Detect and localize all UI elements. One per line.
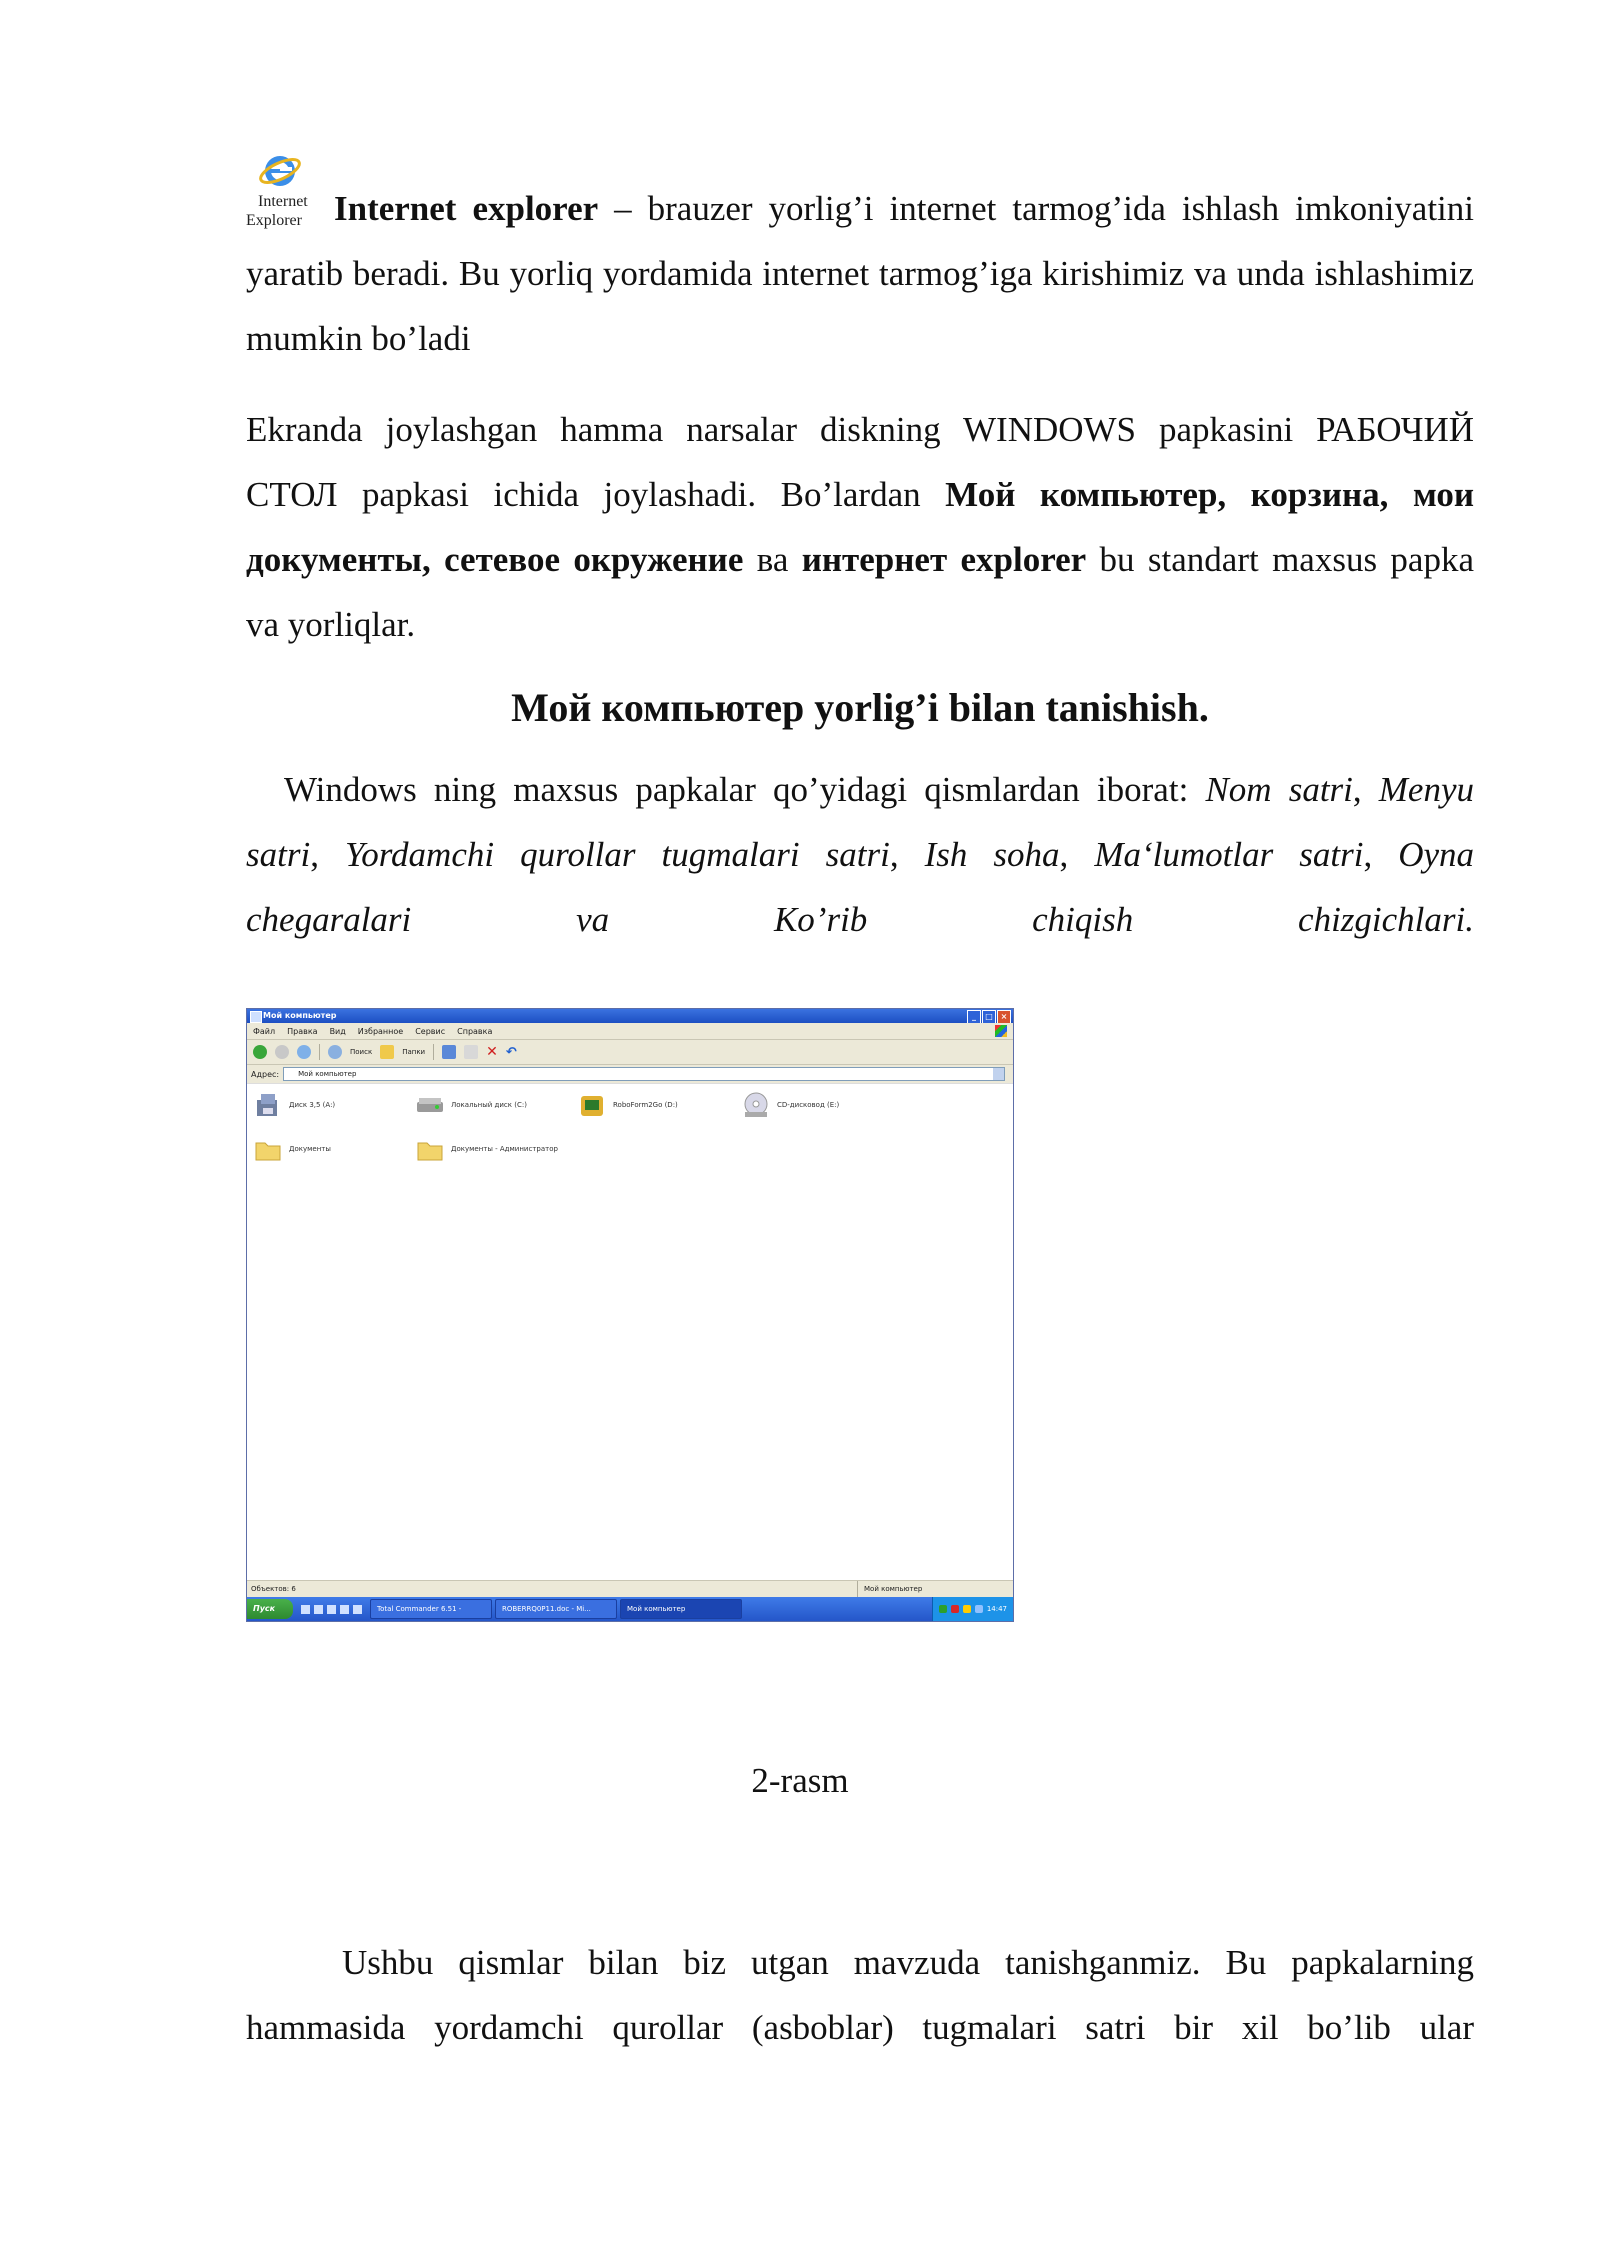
close-icon: × <box>997 1010 1011 1024</box>
system-tray <box>932 1597 1013 1621</box>
undo-icon: ↶ <box>505 1044 517 1060</box>
drive-item-e: CD-дисковод (E:) <box>741 1090 839 1120</box>
start-button: Пуск <box>247 1599 293 1619</box>
paragraph-desktop-folders: Ekranda joylashgan hamma narsalar diskning WINDOWS papkasini РАБОЧИЙ СТОЛ papkasi ichida joylashadi. Bo’lardan Мой компьютер, корзина, мои документы, сетевое окружение ва интернет explorer bu standart maxsus papka va yorliqlar. <box>246 410 1474 644</box>
folder-item-documents: Документы <box>253 1134 331 1164</box>
floppy-drive-icon <box>253 1090 283 1120</box>
folder-icon <box>415 1134 445 1164</box>
drive-item-c: Локальный диск (C:) <box>415 1090 527 1120</box>
folder-item-admin-documents: Документы - Администратор <box>415 1134 558 1164</box>
forward-icon <box>275 1045 289 1059</box>
menu-favorites: Избранное <box>357 1026 404 1036</box>
menu-edit: Правка <box>287 1026 318 1036</box>
drive-item-d: RoboForm2Go (D:) <box>577 1090 678 1120</box>
task-button-word-document: ROBERRQ0P11.doc - Mi... <box>495 1599 617 1619</box>
cd-drive-icon <box>741 1090 771 1120</box>
taskbar <box>247 1597 1013 1621</box>
menu-file: Файл <box>253 1026 276 1036</box>
section-heading: Мой компьютер yorlig’i bilan tanishish. <box>511 685 1209 730</box>
folder-icon <box>253 1134 283 1164</box>
folders-icon <box>380 1045 394 1059</box>
views-icon <box>442 1045 456 1059</box>
drive-item-a: Диск 3,5 (A:) <box>253 1090 335 1120</box>
task-button-total-commander: Total Commander 6.51 - <box>370 1599 492 1619</box>
figure-caption: 2-rasm <box>751 1761 849 1800</box>
paragraph-toolbar-note: Ushbu qismlar bilan biz utgan mavzuda tanishganmiz. Bu papkalarning hammasida yordamchi qurollar (asboblar) tugmalari satri bir xil bo’lib ular <box>246 1943 1474 2047</box>
menu-tools: Сервис <box>415 1026 446 1036</box>
maximize-icon: □ <box>982 1010 996 1024</box>
paragraph-folder-parts: Windows ning maxsus papkalar qo’yidagi qismlardan iborat: Nom satri, Menyu satri, Yordamchi qurollar tugmalari satri, Ish soha, Ma‘lumotlar satri, Oyna chegaralari va Ko’rib chiqish chizgichlari. <box>246 770 1475 939</box>
menu-bar <box>247 1023 1013 1040</box>
clock: 14:47 <box>986 1605 1007 1613</box>
windows-logo-icon <box>995 1025 1007 1037</box>
computer-icon <box>250 1011 262 1023</box>
minimize-icon: _ <box>967 1010 981 1024</box>
usb-drive-icon <box>577 1090 607 1120</box>
internet-explorer-term: Internet explorer <box>334 189 599 228</box>
content-area <box>247 1083 1013 1579</box>
move-icon <box>464 1045 478 1059</box>
quick-launch <box>301 1605 362 1614</box>
status-bar: Объектов: 6 Мой компьютер <box>247 1580 1013 1597</box>
address-bar: Адрес: Мой компьютер <box>247 1065 1013 1084</box>
document-body <box>246 150 1474 952</box>
document-body-continued <box>246 1930 1474 2060</box>
toolbar: Поиск Папки ✕ ↶ <box>247 1040 1013 1065</box>
paragraph-internet-explorer: Internet Explorer Internet explorer – brauzer yorlig’i internet tarmog’ida ishlash imkoniyatini yaratib beradi. Bu yorliq yordamida internet tarmog’iga kirishimiz va unda ishlashimiz mumkin bo’ladi <box>246 150 1474 371</box>
up-icon <box>297 1045 311 1059</box>
internet-explorer-icon-caption: Internet Explorer <box>246 193 308 229</box>
chevron-down-icon <box>993 1068 1004 1080</box>
window-title-bar: Мой компьютер _ □ × <box>247 1009 1013 1023</box>
delete-icon: ✕ <box>486 1044 498 1060</box>
back-icon <box>253 1045 267 1059</box>
task-button-my-computer: Мой компьютер <box>620 1599 742 1619</box>
menu-view: Вид <box>329 1026 346 1036</box>
hard-drive-icon <box>415 1090 445 1120</box>
menu-help: Справка <box>457 1026 493 1036</box>
internet-explorer-icon <box>246 150 328 240</box>
search-icon <box>328 1045 342 1059</box>
my-computer-screenshot <box>246 1008 1014 1622</box>
